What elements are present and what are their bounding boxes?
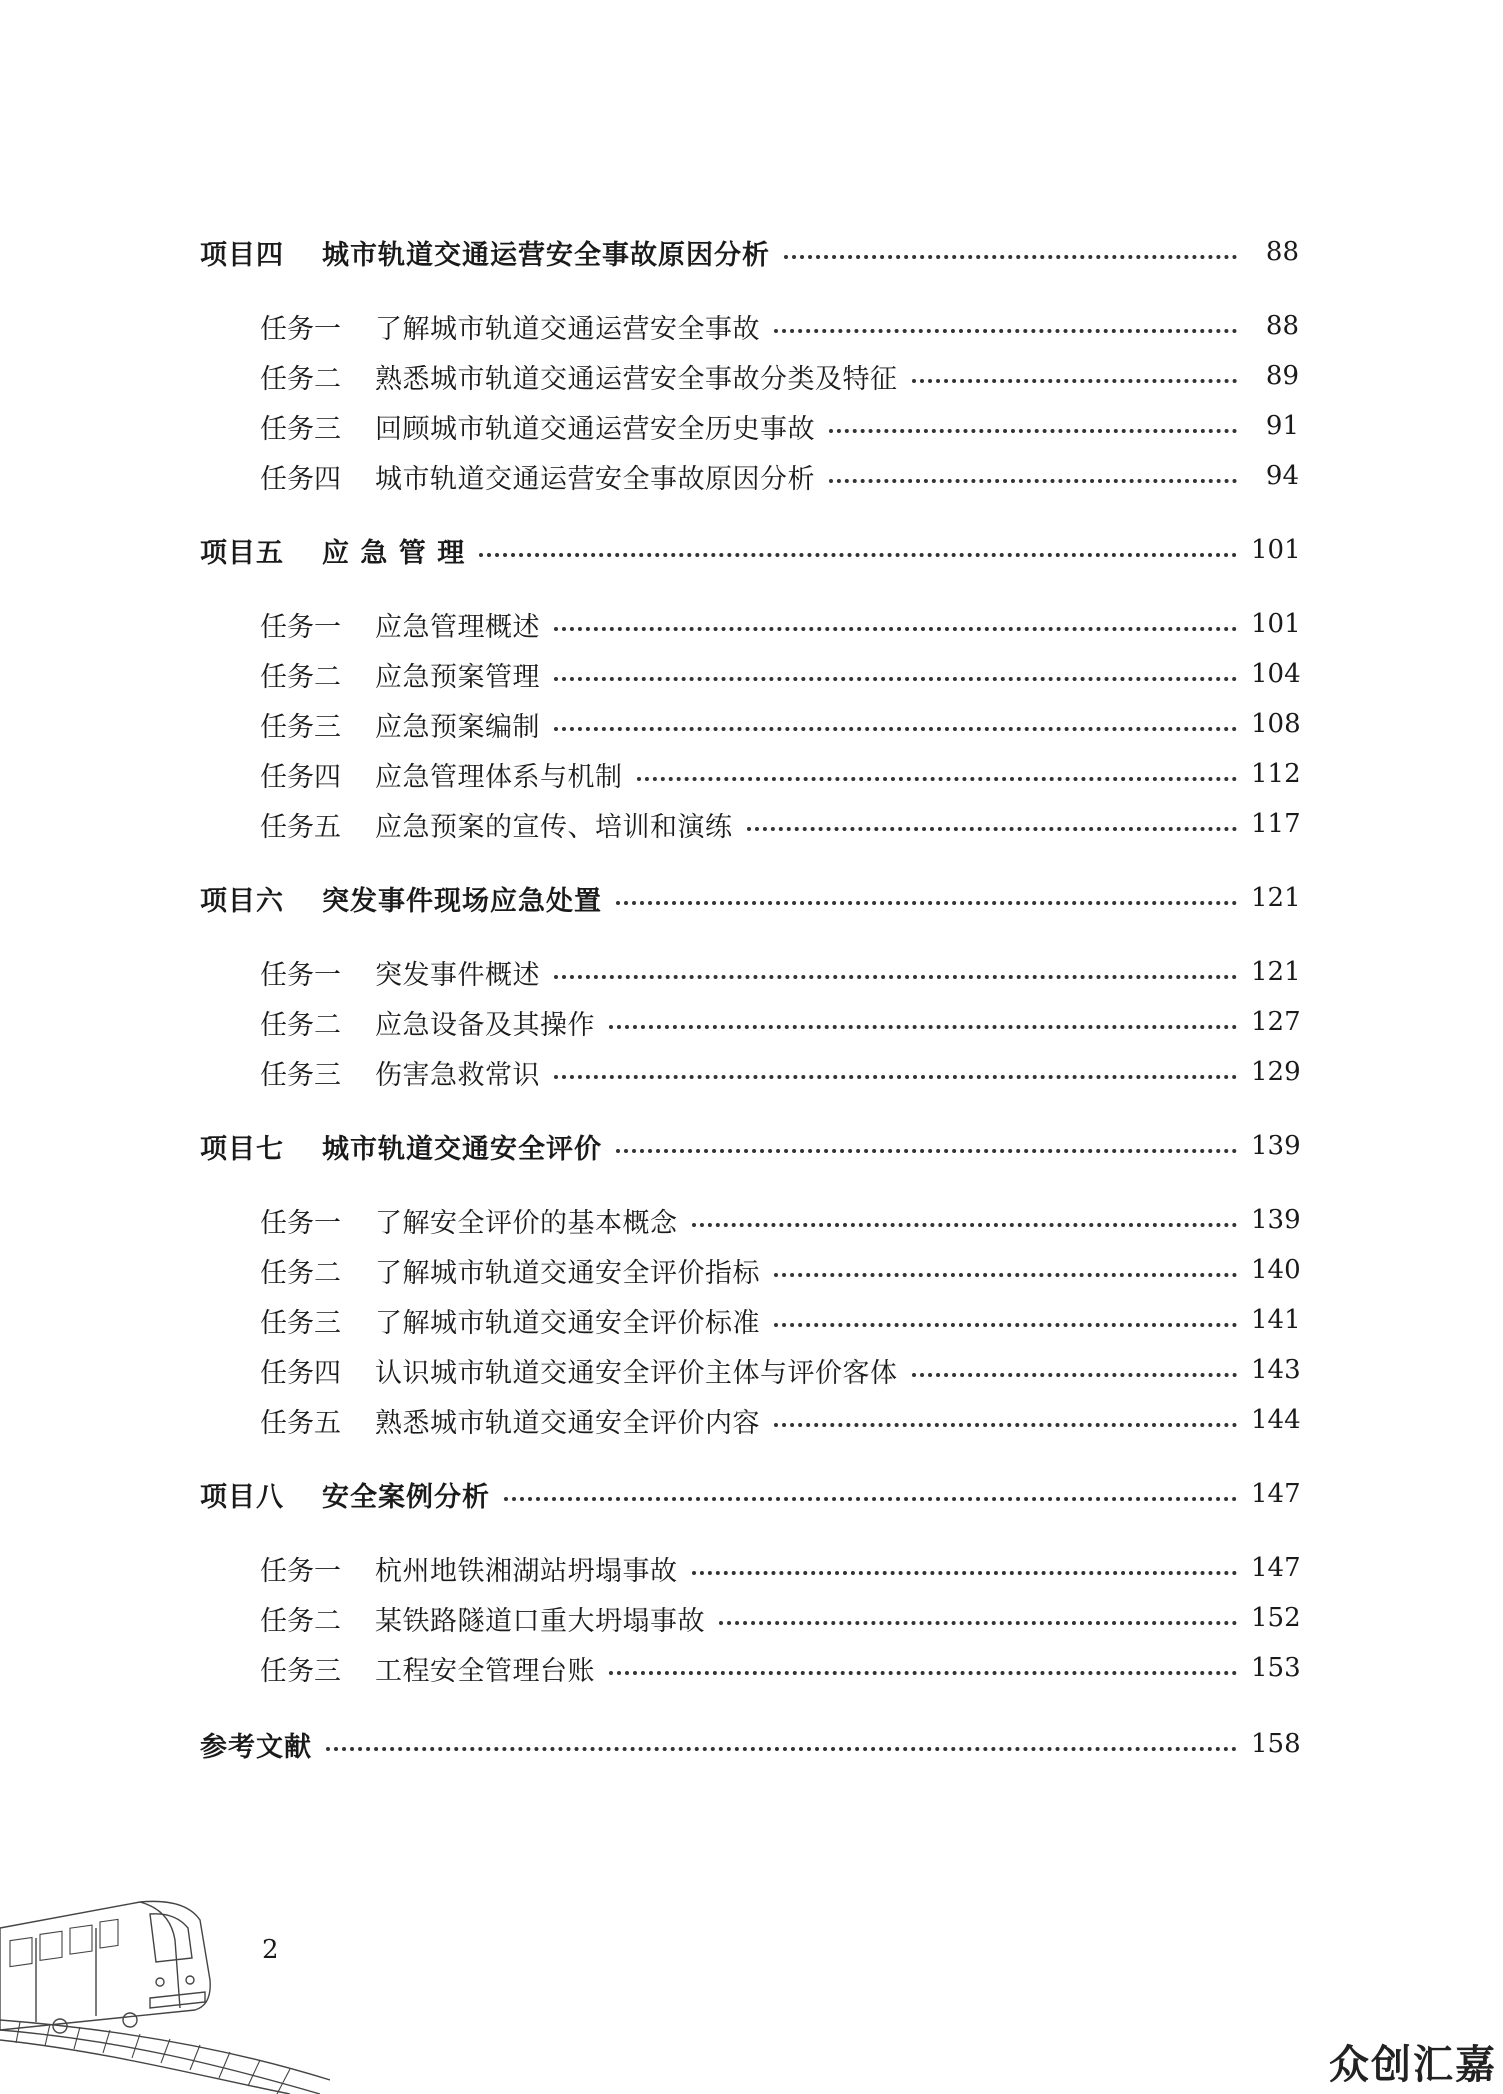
dot-leader [692,1223,1238,1227]
dot-leader [554,627,1237,631]
toc-entry-label [260,1599,705,1638]
dot-leader [554,1075,1237,1079]
toc-entry-label [200,531,465,570]
toc-project-entry[interactable] [0,1474,1503,1514]
toc-entry-page: 143 [1251,1355,1301,1385]
toc-entry-number: 任务四 [260,1357,341,1389]
toc-entry-page: 147 [1251,1479,1301,1509]
toc-entry-label [260,1649,595,1688]
toc-task-entry[interactable] [0,306,1503,346]
toc-entry-title: 了解城市轨道交通安全评价标准 [375,1307,760,1339]
dot-leader [719,1621,1237,1625]
toc-entry-title: 应急预案管理 [375,661,540,693]
toc-entry-title: 城市轨道交通安全评价 [322,1133,602,1165]
toc-entry-label [260,805,733,844]
toc-entry-label [260,1003,595,1042]
dot-leader [326,1747,1237,1751]
dot-leader [504,1497,1237,1501]
toc-task-entry[interactable] [0,604,1503,644]
toc-entry-label [200,1725,312,1764]
toc-entry-number: 项目六 [200,885,284,917]
toc-task-entry[interactable] [0,1052,1503,1092]
dot-leader [784,255,1237,259]
toc-entry-number: 任务二 [260,363,341,395]
toc-entry-title: 熟悉城市轨道交通安全评价内容 [375,1407,760,1439]
toc-entry-number: 任务三 [260,1307,341,1339]
toc-entry-label [260,457,815,496]
toc-entry-number: 任务二 [260,661,341,693]
toc-entry-number: 任务三 [260,711,341,743]
toc-entry-label [200,1127,602,1166]
toc-entry-title: 认识城市轨道交通安全评价主体与评价客体 [375,1357,898,1389]
dot-leader [616,901,1237,905]
toc-entry-page: 141 [1251,1305,1301,1335]
toc-entry-title: 城市轨道交通运营安全事故原因分析 [375,463,815,495]
toc-entry-page: 158 [1251,1729,1301,1759]
toc-task-entry[interactable] [0,1598,1503,1638]
toc-task-entry[interactable] [0,1200,1503,1240]
dot-leader [829,429,1237,433]
toc-entry-title: 应急管理概述 [375,611,540,643]
toc-task-entry[interactable] [0,1250,1503,1290]
toc-entry-number: 任务二 [260,1257,341,1289]
toc-entry-page: 152 [1251,1603,1301,1633]
toc-task-entry[interactable] [0,1648,1503,1688]
toc-entry-number: 任务二 [260,1009,341,1041]
toc-task-entry[interactable] [0,406,1503,446]
toc-entry-page: 94 [1265,461,1299,491]
watermark-logo: 众创汇嘉 [1329,2042,1497,2088]
toc-entry-label [260,1351,898,1390]
toc-entry-number: 任务一 [260,313,341,345]
dot-leader [774,1323,1237,1327]
dot-leader [637,777,1238,781]
toc-entry-title: 工程安全管理台账 [375,1655,595,1687]
toc-entry-number: 任务二 [260,1605,341,1637]
toc-entry-label [260,1201,678,1240]
toc-task-entry[interactable] [0,654,1503,694]
toc-entry-page: 112 [1251,759,1301,789]
toc-entry-number: 任务三 [260,413,341,445]
toc-entry-title: 了解安全评价的基本概念 [375,1207,678,1239]
toc-entry-page: 139 [1251,1205,1301,1235]
dot-leader [554,975,1237,979]
dot-leader [774,1273,1237,1277]
page-number: 2 [262,1935,279,1965]
toc-entry-page: 140 [1251,1255,1301,1285]
toc-entry-number: 任务五 [260,1407,341,1439]
toc-entry-number: 项目五 [200,537,284,569]
toc-entry-number: 任务四 [260,761,341,793]
toc-entry-page: 139 [1251,1131,1301,1161]
dot-leader [912,1373,1238,1377]
toc-task-entry[interactable] [0,1002,1503,1042]
toc-entry-page: 89 [1265,361,1299,391]
toc-entry-number: 项目七 [200,1133,284,1165]
toc-entry-number: 任务一 [260,611,341,643]
toc-task-entry[interactable] [0,754,1503,794]
toc-entry-label [260,407,815,446]
dot-leader [912,379,1238,383]
toc-entry-title: 参考文献 [200,1731,312,1763]
toc-entry-number: 任务一 [260,959,341,991]
toc-entry-label [260,655,540,694]
toc-entry-page: 91 [1265,411,1299,441]
toc-entry-label [260,1053,540,1092]
toc-entry-page: 121 [1251,883,1301,913]
toc-entry-page: 153 [1251,1653,1301,1683]
toc-project-entry[interactable] [0,232,1503,272]
toc-entry-label [260,1401,760,1440]
toc-task-entry[interactable] [0,1350,1503,1390]
toc-entry-title: 伤害急救常识 [375,1059,540,1091]
toc-task-entry[interactable] [0,456,1503,496]
metro-train-icon [0,1880,330,2094]
toc-entry-label [260,1301,760,1340]
toc-entry-label [200,879,602,918]
toc-entry-number: 任务一 [260,1555,341,1587]
toc-entry-page: 147 [1251,1553,1301,1583]
toc-project-entry[interactable] [0,878,1503,918]
toc-entry-label [260,1251,760,1290]
toc-entry-page: 117 [1251,809,1301,839]
toc-entry-title: 应急设备及其操作 [375,1009,595,1041]
dot-leader [609,1671,1237,1675]
toc-task-entry[interactable] [0,704,1503,744]
dot-leader [554,677,1237,681]
toc-entry-title: 了解城市轨道交通安全评价指标 [375,1257,760,1289]
toc-entry-page: 121 [1251,957,1301,987]
toc-task-entry[interactable] [0,1400,1503,1440]
dot-leader [479,553,1237,557]
toc-references-entry[interactable] [0,1724,1503,1764]
toc-entry-number: 任务四 [260,463,341,495]
toc-project-entry[interactable] [0,530,1503,570]
toc-entry-number: 任务五 [260,811,341,843]
toc-entry-title: 突发事件现场应急处置 [322,885,602,917]
toc-entry-title: 突发事件概述 [375,959,540,991]
toc-entry-page: 129 [1251,1057,1301,1087]
toc-project-entry[interactable] [0,1126,1503,1166]
toc-entry-number: 项目四 [200,239,284,271]
toc-entry-label [200,1475,490,1514]
toc-entry-title: 安全案例分析 [322,1481,490,1513]
toc-entry-number: 任务三 [260,1655,341,1687]
toc-entry-label [260,705,540,744]
toc-task-entry[interactable] [0,1300,1503,1340]
toc-entry-title: 应急预案的宣传、培训和演练 [375,811,733,843]
toc-entry-number: 任务三 [260,1059,341,1091]
toc-entry-page: 127 [1251,1007,1301,1037]
dot-leader [692,1571,1238,1575]
dot-leader [829,479,1237,483]
toc-entry-title: 应急管理体系与机制 [375,761,623,793]
toc-entry-page: 101 [1251,609,1301,639]
toc-entry-title: 应 急 管 理 [322,537,466,569]
toc-entry-title: 城市轨道交通运营安全事故原因分析 [322,239,770,271]
toc-entry-title: 熟悉城市轨道交通运营安全事故分类及特征 [375,363,898,395]
toc-entry-page: 144 [1251,1405,1301,1435]
dot-leader [747,827,1238,831]
toc-entry-label [260,307,760,346]
toc-entry-title: 杭州地铁湘湖站坍塌事故 [375,1555,678,1587]
toc-entry-page: 101 [1251,535,1301,565]
toc-entry-label [260,357,898,396]
toc-entry-label [260,953,540,992]
toc-entry-page: 104 [1251,659,1301,689]
toc-entry-title: 应急预案编制 [375,711,540,743]
toc-task-entry[interactable] [0,952,1503,992]
toc-entry-label [260,755,623,794]
toc-entry-number: 项目八 [200,1481,284,1513]
dot-leader [774,329,1237,333]
toc-entry-page: 88 [1265,237,1299,267]
toc-entry-page: 108 [1251,709,1301,739]
toc-task-entry[interactable] [0,804,1503,844]
dot-leader [616,1149,1237,1153]
toc-entry-label [200,233,770,272]
dot-leader [609,1025,1237,1029]
toc-task-entry[interactable] [0,1548,1503,1588]
toc-entry-label [260,605,540,644]
dot-leader [554,727,1237,731]
toc-entry-title: 某铁路隧道口重大坍塌事故 [375,1605,705,1637]
toc-entry-label [260,1549,678,1588]
toc-entry-title: 回顾城市轨道交通运营安全历史事故 [375,413,815,445]
toc-entry-number: 任务一 [260,1207,341,1239]
toc-entry-page: 88 [1265,311,1299,341]
toc-task-entry[interactable] [0,356,1503,396]
toc-entry-title: 了解城市轨道交通运营安全事故 [375,313,760,345]
dot-leader [774,1423,1237,1427]
